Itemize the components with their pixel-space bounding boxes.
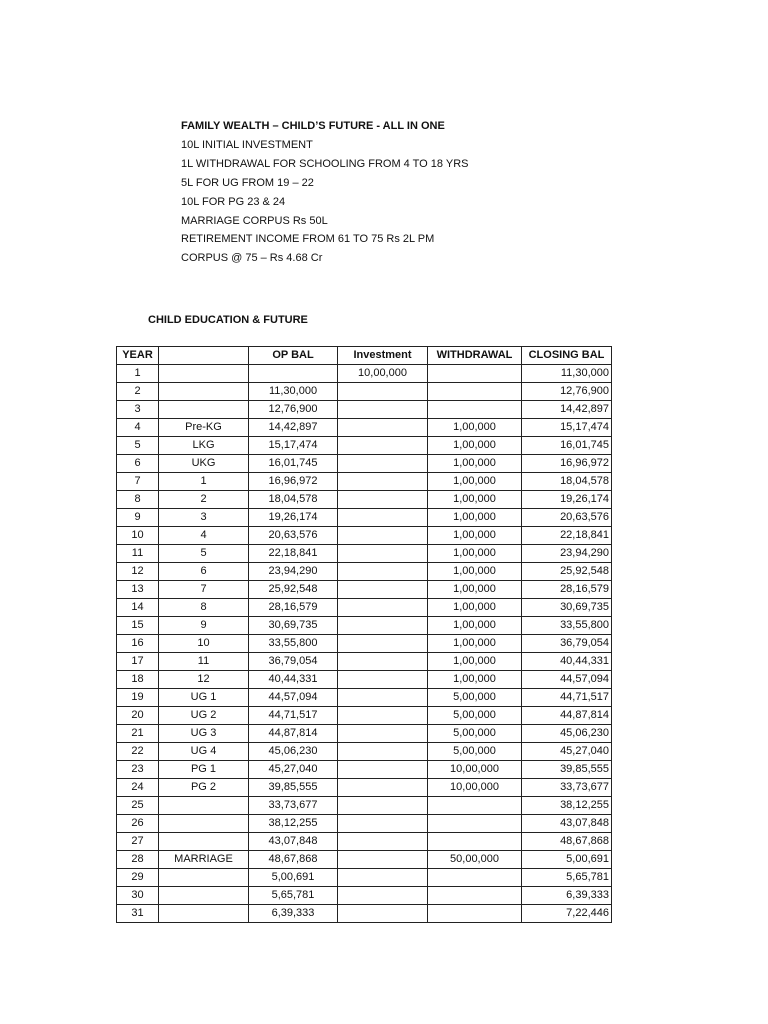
cell-op-bal: 45,06,230 [249,743,338,761]
table-row [117,491,612,509]
cell-year: 28 [117,851,159,869]
cell-withdrawal [428,797,522,815]
cell-closing-bal: 38,12,255 [522,797,612,815]
cell-investment [338,563,428,581]
cell-withdrawal: 50,00,000 [428,851,522,869]
table-row [117,419,612,437]
table-row [117,527,612,545]
cell-withdrawal [428,869,522,887]
cell-year: 30 [117,887,159,905]
cell-investment [338,455,428,473]
cell-withdrawal: 1,00,000 [428,545,522,563]
table-row [117,905,612,923]
cell-year: 21 [117,725,159,743]
cell-stage: UG 3 [159,725,249,743]
cell-stage [159,869,249,887]
cell-op-bal: 44,87,814 [249,725,338,743]
table-row [117,635,612,653]
cell-op-bal: 11,30,000 [249,383,338,401]
table-row [117,563,612,581]
intro-line: 1L WITHDRAWAL FOR SCHOOLING FROM 4 TO 18 YRS [181,157,469,170]
cell-op-bal: 33,73,677 [249,797,338,815]
document-title: FAMILY WEALTH – CHILD’S FUTURE - ALL IN ONE [181,120,445,132]
cell-op-bal: 33,55,800 [249,635,338,653]
cell-withdrawal [428,383,522,401]
table-row [117,401,612,419]
cell-stage [159,833,249,851]
cell-closing-bal: 22,18,841 [522,527,612,545]
cell-year: 4 [117,419,159,437]
cell-closing-bal: 6,39,333 [522,887,612,905]
cell-investment [338,599,428,617]
cell-op-bal: 48,67,868 [249,851,338,869]
intro-line: MARRIAGE CORPUS Rs 50L [181,214,328,227]
cell-closing-bal: 16,96,972 [522,455,612,473]
cell-withdrawal [428,815,522,833]
cell-stage: 12 [159,671,249,689]
cell-year: 22 [117,743,159,761]
cell-withdrawal: 1,00,000 [428,455,522,473]
cell-year: 15 [117,617,159,635]
table-row [117,815,612,833]
cell-closing-bal: 5,00,691 [522,851,612,869]
cell-closing-bal: 44,87,814 [522,707,612,725]
header-withdrawal: WITHDRAWAL [428,347,522,365]
cell-investment [338,419,428,437]
cell-investment [338,617,428,635]
cell-closing-bal: 28,16,579 [522,581,612,599]
cell-op-bal: 44,57,094 [249,689,338,707]
cell-year: 1 [117,365,159,383]
cell-stage: UG 4 [159,743,249,761]
cell-withdrawal: 1,00,000 [428,671,522,689]
cell-investment [338,833,428,851]
header-year: YEAR [117,347,159,365]
table-row [117,671,612,689]
cell-closing-bal: 23,94,290 [522,545,612,563]
cell-closing-bal: 43,07,848 [522,815,612,833]
cell-year: 7 [117,473,159,491]
cell-year: 10 [117,527,159,545]
cell-op-bal: 39,85,555 [249,779,338,797]
table-row [117,653,612,671]
table-row [117,437,612,455]
cell-closing-bal: 40,44,331 [522,653,612,671]
cell-withdrawal: 1,00,000 [428,617,522,635]
cell-withdrawal: 1,00,000 [428,527,522,545]
cell-op-bal: 12,76,900 [249,401,338,419]
cell-withdrawal: 10,00,000 [428,761,522,779]
cell-op-bal: 5,00,691 [249,869,338,887]
cell-closing-bal: 20,63,576 [522,509,612,527]
cell-op-bal: 16,01,745 [249,455,338,473]
cell-withdrawal [428,833,522,851]
intro-line: RETIREMENT INCOME FROM 61 TO 75 Rs 2L PM [181,233,435,246]
cell-year: 16 [117,635,159,653]
cell-year: 27 [117,833,159,851]
cell-withdrawal [428,905,522,923]
table-row [117,473,612,491]
cell-withdrawal: 5,00,000 [428,689,522,707]
intro-line: 10L INITIAL INVESTMENT [181,138,313,151]
cell-investment: 10,00,000 [338,365,428,383]
cell-year: 14 [117,599,159,617]
cell-stage: MARRIAGE [159,851,249,869]
cell-closing-bal: 44,71,517 [522,689,612,707]
cell-op-bal: 5,65,781 [249,887,338,905]
cell-year: 26 [117,815,159,833]
cell-investment [338,437,428,455]
table-row [117,383,612,401]
cell-investment [338,689,428,707]
cell-closing-bal: 16,01,745 [522,437,612,455]
cell-op-bal: 20,63,576 [249,527,338,545]
cell-stage: 5 [159,545,249,563]
cell-withdrawal [428,365,522,383]
cell-op-bal [249,365,338,383]
cell-op-bal: 16,96,972 [249,473,338,491]
header-closing-bal: CLOSING BAL [522,347,612,365]
table-row [117,833,612,851]
cell-stage: 1 [159,473,249,491]
cell-year: 29 [117,869,159,887]
cell-stage: 3 [159,509,249,527]
table-row [117,887,612,905]
cell-op-bal: 14,42,897 [249,419,338,437]
cell-withdrawal: 5,00,000 [428,725,522,743]
cell-closing-bal: 15,17,474 [522,419,612,437]
cell-investment [338,815,428,833]
cell-investment [338,545,428,563]
cell-stage [159,383,249,401]
cell-year: 5 [117,437,159,455]
intro-line: CORPUS @ 75 – Rs 4.68 Cr [181,252,323,265]
cell-closing-bal: 44,57,094 [522,671,612,689]
cell-investment [338,581,428,599]
table-row [117,689,612,707]
cell-stage: 6 [159,563,249,581]
cell-op-bal: 45,27,040 [249,761,338,779]
cell-stage: 9 [159,617,249,635]
cell-op-bal: 36,79,054 [249,653,338,671]
cell-year: 6 [117,455,159,473]
table-row [117,779,612,797]
cell-year: 12 [117,563,159,581]
cell-stage [159,797,249,815]
table-row [117,725,612,743]
cell-withdrawal: 1,00,000 [428,563,522,581]
cell-year: 24 [117,779,159,797]
cell-investment [338,725,428,743]
cell-stage [159,905,249,923]
cell-stage [159,365,249,383]
cell-closing-bal: 14,42,897 [522,401,612,419]
cell-stage: 8 [159,599,249,617]
table-header-row [117,347,612,365]
cell-op-bal: 30,69,735 [249,617,338,635]
table-body [117,365,612,923]
intro-block [181,117,468,268]
cell-stage: Pre-KG [159,419,249,437]
cell-withdrawal [428,401,522,419]
cell-op-bal: 25,92,548 [249,581,338,599]
cell-closing-bal: 45,06,230 [522,725,612,743]
table-row [117,509,612,527]
cell-year: 3 [117,401,159,419]
cell-investment [338,671,428,689]
section-title: CHILD EDUCATION & FUTURE [148,314,308,326]
cell-stage: LKG [159,437,249,455]
cell-withdrawal: 1,00,000 [428,437,522,455]
cell-closing-bal: 7,22,446 [522,905,612,923]
cell-investment [338,383,428,401]
cell-year: 9 [117,509,159,527]
cell-withdrawal: 1,00,000 [428,473,522,491]
cell-investment [338,401,428,419]
cell-closing-bal: 12,76,900 [522,383,612,401]
cell-withdrawal: 1,00,000 [428,509,522,527]
table-row [117,545,612,563]
cell-stage: 4 [159,527,249,545]
cell-stage: 11 [159,653,249,671]
cell-op-bal: 6,39,333 [249,905,338,923]
cell-investment [338,797,428,815]
table-row [117,617,612,635]
cell-op-bal: 15,17,474 [249,437,338,455]
table-row [117,743,612,761]
cell-withdrawal: 5,00,000 [428,743,522,761]
cell-year: 25 [117,797,159,815]
cell-closing-bal: 25,92,548 [522,563,612,581]
cell-op-bal: 28,16,579 [249,599,338,617]
wealth-table [116,346,612,923]
cell-stage: PG 1 [159,761,249,779]
cell-stage [159,887,249,905]
cell-year: 2 [117,383,159,401]
table-row [117,599,612,617]
cell-stage [159,815,249,833]
cell-closing-bal: 30,69,735 [522,599,612,617]
cell-closing-bal: 18,04,578 [522,473,612,491]
cell-investment [338,635,428,653]
intro-line: 5L FOR UG FROM 19 – 22 [181,176,314,189]
cell-closing-bal: 45,27,040 [522,743,612,761]
cell-investment [338,779,428,797]
cell-investment [338,509,428,527]
cell-closing-bal: 11,30,000 [522,365,612,383]
cell-year: 20 [117,707,159,725]
cell-withdrawal [428,887,522,905]
cell-op-bal: 44,71,517 [249,707,338,725]
cell-year: 11 [117,545,159,563]
cell-withdrawal: 10,00,000 [428,779,522,797]
cell-closing-bal: 48,67,868 [522,833,612,851]
cell-withdrawal: 1,00,000 [428,419,522,437]
table-row [117,455,612,473]
header-stage [159,347,249,365]
cell-stage: 2 [159,491,249,509]
cell-investment [338,491,428,509]
cell-op-bal: 38,12,255 [249,815,338,833]
cell-investment [338,761,428,779]
cell-year: 23 [117,761,159,779]
cell-closing-bal: 39,85,555 [522,761,612,779]
cell-year: 13 [117,581,159,599]
cell-withdrawal: 1,00,000 [428,581,522,599]
header-op-bal: OP BAL [249,347,338,365]
cell-investment [338,905,428,923]
cell-year: 8 [117,491,159,509]
table-row [117,851,612,869]
cell-investment [338,527,428,545]
cell-year: 19 [117,689,159,707]
cell-withdrawal: 5,00,000 [428,707,522,725]
cell-year: 18 [117,671,159,689]
cell-stage: 7 [159,581,249,599]
cell-stage: UG 2 [159,707,249,725]
cell-withdrawal: 1,00,000 [428,491,522,509]
cell-stage: 10 [159,635,249,653]
cell-op-bal: 22,18,841 [249,545,338,563]
table-row [117,797,612,815]
cell-op-bal: 18,04,578 [249,491,338,509]
cell-stage [159,401,249,419]
cell-stage: PG 2 [159,779,249,797]
cell-withdrawal: 1,00,000 [428,635,522,653]
cell-investment [338,473,428,491]
cell-stage: UG 1 [159,689,249,707]
table-row [117,581,612,599]
cell-stage: UKG [159,455,249,473]
cell-investment [338,851,428,869]
cell-closing-bal: 5,65,781 [522,869,612,887]
cell-investment [338,743,428,761]
cell-investment [338,869,428,887]
cell-op-bal: 23,94,290 [249,563,338,581]
table-row [117,707,612,725]
cell-op-bal: 43,07,848 [249,833,338,851]
cell-investment [338,887,428,905]
cell-op-bal: 40,44,331 [249,671,338,689]
cell-closing-bal: 19,26,174 [522,491,612,509]
cell-year: 31 [117,905,159,923]
cell-year: 17 [117,653,159,671]
intro-line: 10L FOR PG 23 & 24 [181,195,286,208]
cell-withdrawal: 1,00,000 [428,599,522,617]
cell-closing-bal: 36,79,054 [522,635,612,653]
cell-withdrawal: 1,00,000 [428,653,522,671]
table-row [117,761,612,779]
cell-closing-bal: 33,55,800 [522,617,612,635]
table-row [117,869,612,887]
header-investment: Investment [338,347,428,365]
cell-investment [338,707,428,725]
cell-closing-bal: 33,73,677 [522,779,612,797]
table-row [117,365,612,383]
cell-op-bal: 19,26,174 [249,509,338,527]
cell-investment [338,653,428,671]
